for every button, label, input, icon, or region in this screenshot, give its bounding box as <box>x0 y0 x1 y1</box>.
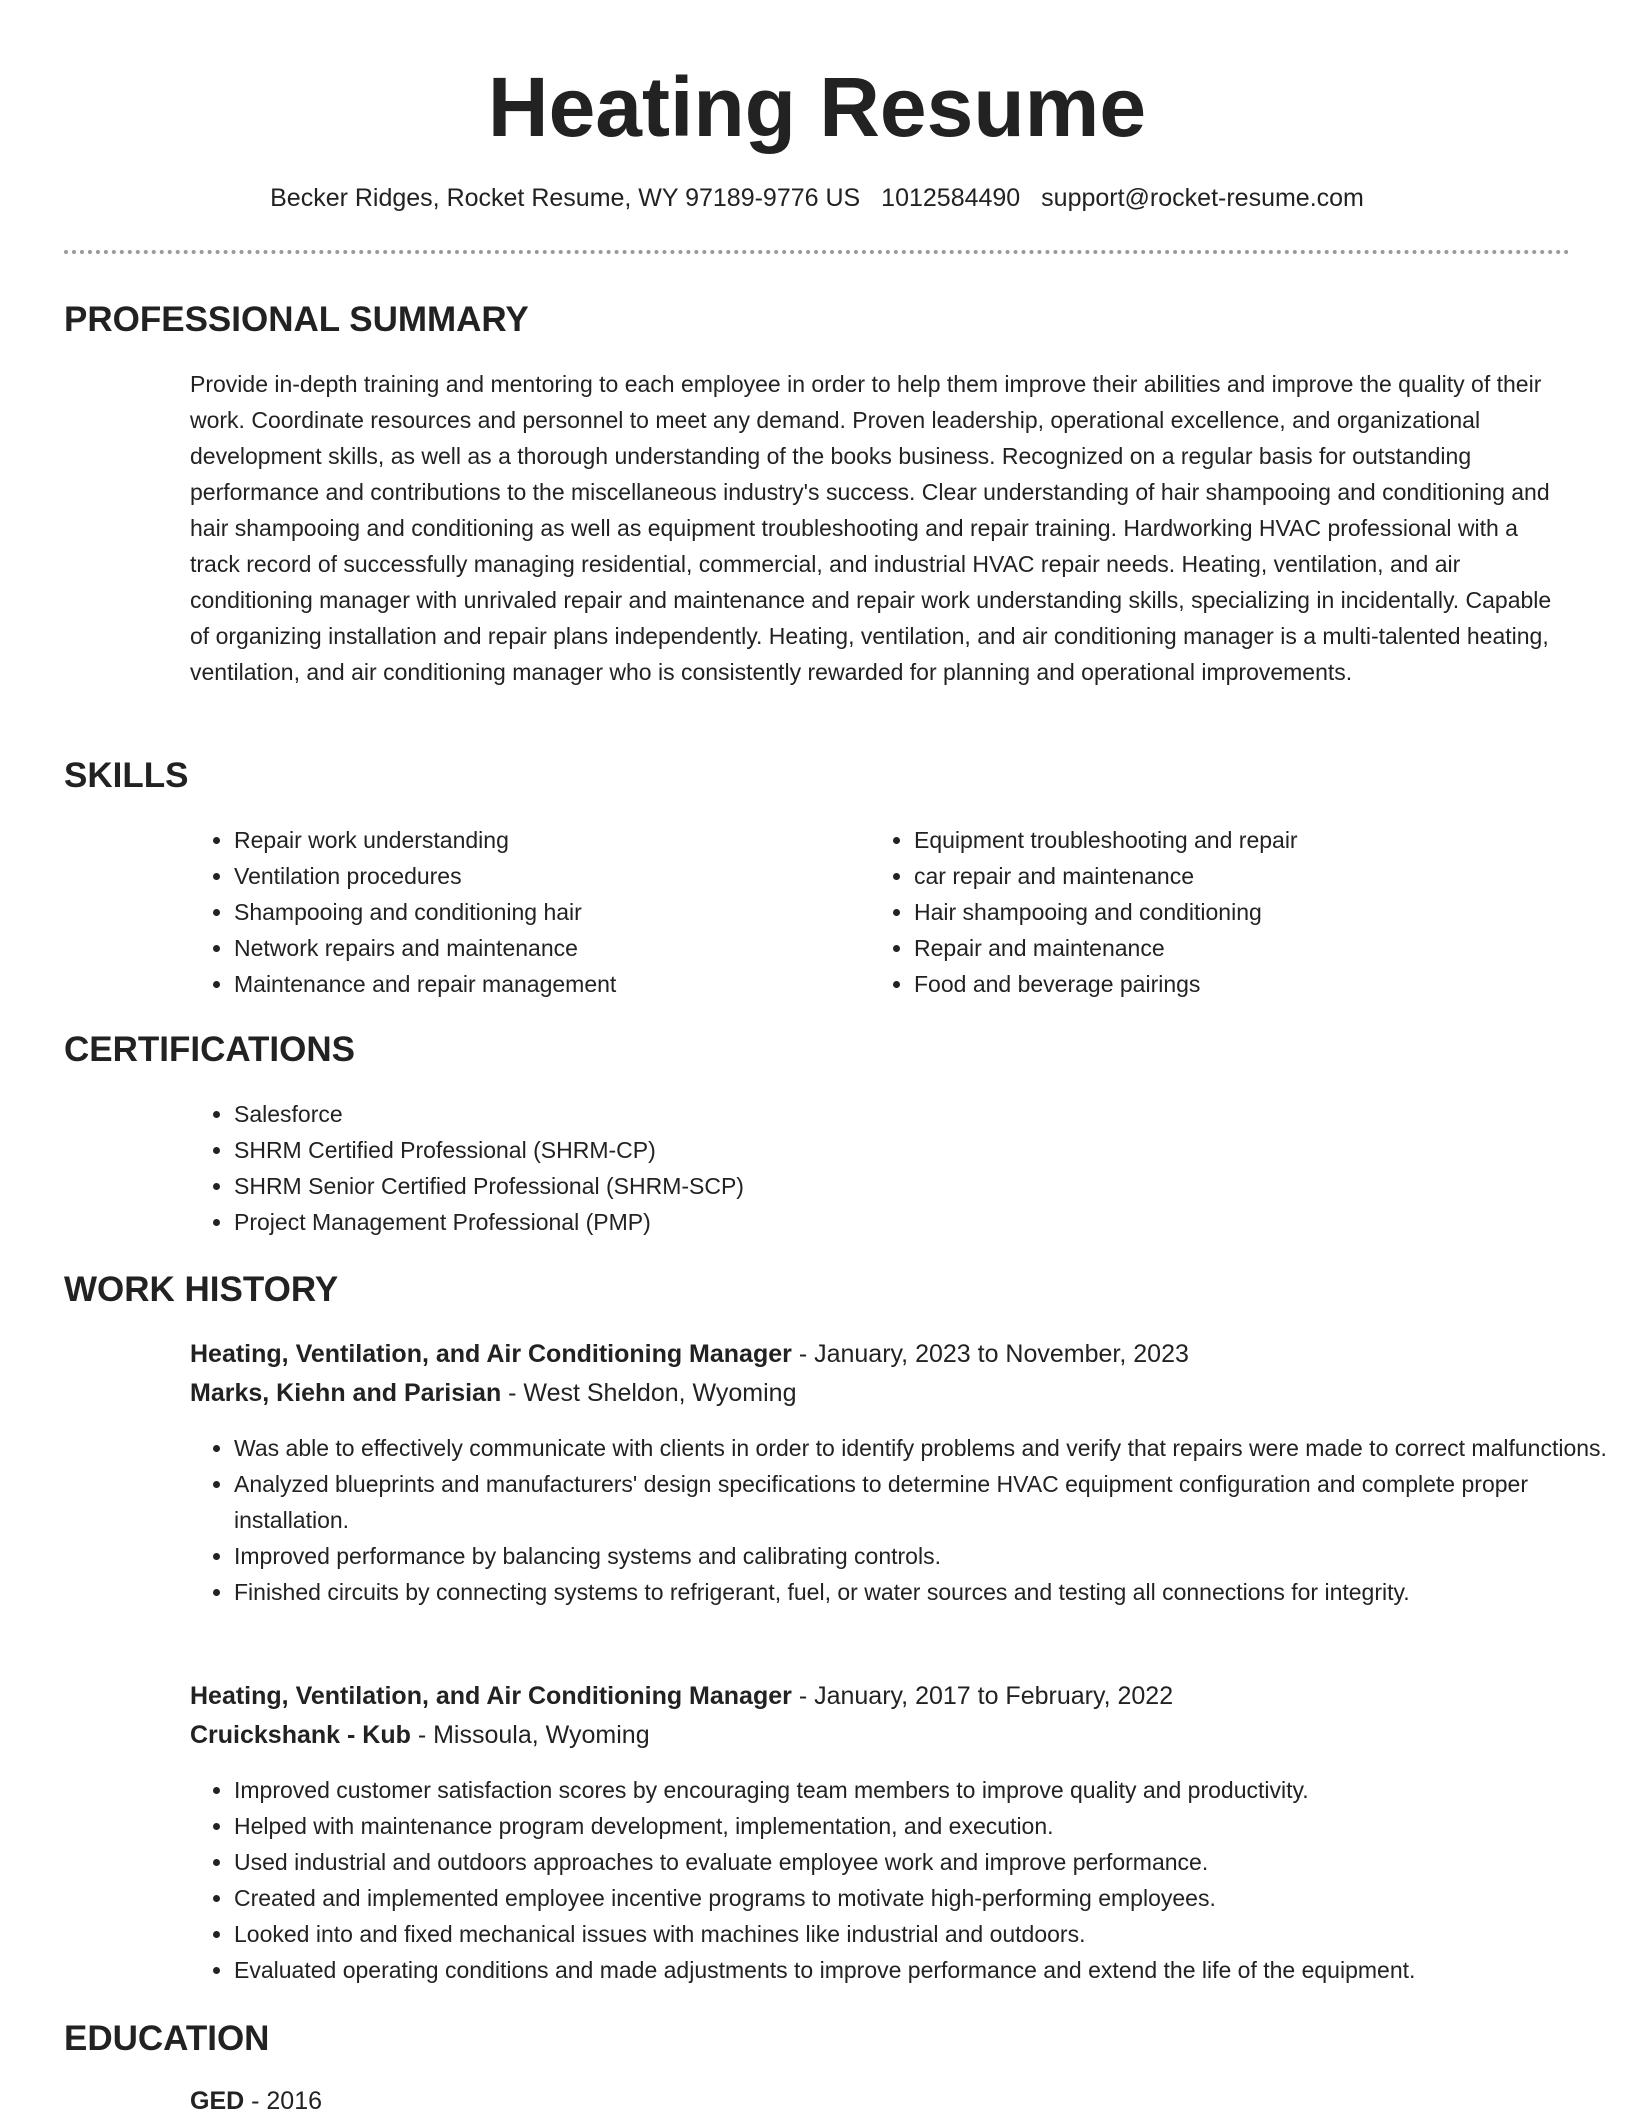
job-2-company: Cruickshank - Kub <box>190 1721 411 1749</box>
job-1-title-line <box>190 1335 1189 1373</box>
resume-title: Heating Resume <box>487 60 1147 154</box>
list-item: • Improved customer satisfaction scores by encouraging team members to improve quality and productivity. <box>234 1772 1614 1808</box>
job-2-role: Heating, Ventilation, and Air Conditioning Manager <box>190 1682 792 1710</box>
list-item: • Improved performance by balancing systems and calibrating controls. <box>234 1538 1614 1574</box>
list-item: • Hair shampooing and conditioning <box>914 894 1614 930</box>
contact-phone: 1012584490 <box>881 184 1021 212</box>
list-item: • Helped with maintenance program development, implementation, and execution. <box>234 1808 1614 1844</box>
list-item: • Equipment troubleshooting and repair <box>914 822 1614 858</box>
list-item: • car repair and maintenance <box>914 858 1614 894</box>
contact-address: Becker Ridges, Rocket Resume, WY 97189-9776 US <box>270 184 861 212</box>
list-item: • Repair work understanding <box>234 822 854 858</box>
skills-list-right <box>870 822 1614 1002</box>
header-divider <box>64 250 1570 254</box>
job-2-location: - Missoula, Wyoming <box>410 1721 650 1749</box>
certifications-heading: CERTIFICATIONS <box>64 1030 356 1069</box>
list-item: • Food and beverage pairings <box>914 966 1614 1002</box>
job-1-bullets <box>190 1430 1614 1610</box>
list-item: • Used industrial and outdoors approaches to evaluate employee work and improve performance. <box>234 1844 1614 1880</box>
list-item: • Network repairs and maintenance <box>234 930 854 966</box>
list-item: • Evaluated operating conditions and made adjustments to improve performance and extend the life of the equipment. <box>234 1952 1614 1988</box>
education-heading: EDUCATION <box>64 2019 270 2058</box>
education-line <box>190 2082 322 2120</box>
list-item: • Ventilation procedures <box>234 858 854 894</box>
education-year: - 2016 <box>244 2087 323 2115</box>
skills-heading: SKILLS <box>64 756 189 795</box>
job-2-bullets <box>190 1772 1614 1988</box>
job-2-title-line <box>190 1677 1173 1715</box>
job-1-company: Marks, Kiehn and Parisian <box>190 1379 502 1407</box>
summary-text: Provide in-depth training and mentoring to each employee in order to help them improve their abilities and improve the quality of their work. Coordinate resources and personnel to meet any demand. Proven leadership, operational excellence, and organizational development skills, as well as a thorough understanding of the books business. Recognized on a regular basis for outstanding performance and contributions to the miscellaneous industry's success. Clear understanding of hair shampooing and conditioning and hair shampooing and conditioning as well as equipment troubleshooting and repair training. Hardworking HVAC professional with a track record of successfully managing residential, commercial, and industrial HVAC repair needs. Heating, ventilation, and air conditioning manager with unrivaled repair and maintenance and repair work understanding skills, specializing in incidentally. Capable of organizing installation and repair plans independently. Heating, ventilation, and air conditioning manager is a multi-talented heating, ventilation, and air conditioning manager who is consistently rewarded for planning and operational improvements. <box>190 371 1552 685</box>
list-item: • SHRM Senior Certified Professional (SHRM-SCP) <box>234 1168 1614 1204</box>
list-item: • Salesforce <box>234 1096 1614 1132</box>
list-item: • Finished circuits by connecting systems to refrigerant, fuel, or water sources and testing all connections for integrity. <box>234 1574 1614 1610</box>
list-item: • Project Management Professional (PMP) <box>234 1204 1614 1240</box>
list-item: • SHRM Certified Professional (SHRM-CP) <box>234 1132 1614 1168</box>
job-1-location: - West Sheldon, Wyoming <box>501 1379 797 1407</box>
list-item: • Shampooing and conditioning hair <box>234 894 854 930</box>
contact-email[interactable]: support@rocket-resume.com <box>1041 184 1364 212</box>
job-1-role: Heating, Ventilation, and Air Conditioning Manager <box>190 1340 792 1368</box>
job-2-company-line <box>190 1716 650 1754</box>
list-item: • Created and implemented employee incentive programs to motivate high-performing employees. <box>234 1880 1614 1916</box>
list-item: • Maintenance and repair management <box>234 966 854 1002</box>
list-item: • Repair and maintenance <box>914 930 1614 966</box>
list-item: • Analyzed blueprints and manufacturers' design specifications to determine HVAC equipment configuration and complete proper installation. <box>234 1466 1614 1538</box>
work-history-heading: WORK HISTORY <box>64 1270 339 1309</box>
certifications-list <box>190 1096 1614 1240</box>
contact-line <box>64 180 1570 216</box>
list-item: • Looked into and fixed mechanical issues with machines like industrial and outdoors. <box>234 1916 1614 1952</box>
summary-heading: PROFESSIONAL SUMMARY <box>64 300 529 339</box>
list-item: • Was able to effectively communicate with clients in order to identify problems and verify that repairs were made to correct malfunctions. <box>234 1430 1614 1466</box>
education-degree: GED <box>190 2087 245 2115</box>
job-1-dates: - January, 2023 to November, 2023 <box>791 1340 1189 1368</box>
job-1-company-line <box>190 1374 796 1412</box>
job-2-dates: - January, 2017 to February, 2022 <box>791 1682 1174 1710</box>
skills-list-left <box>190 822 854 1002</box>
